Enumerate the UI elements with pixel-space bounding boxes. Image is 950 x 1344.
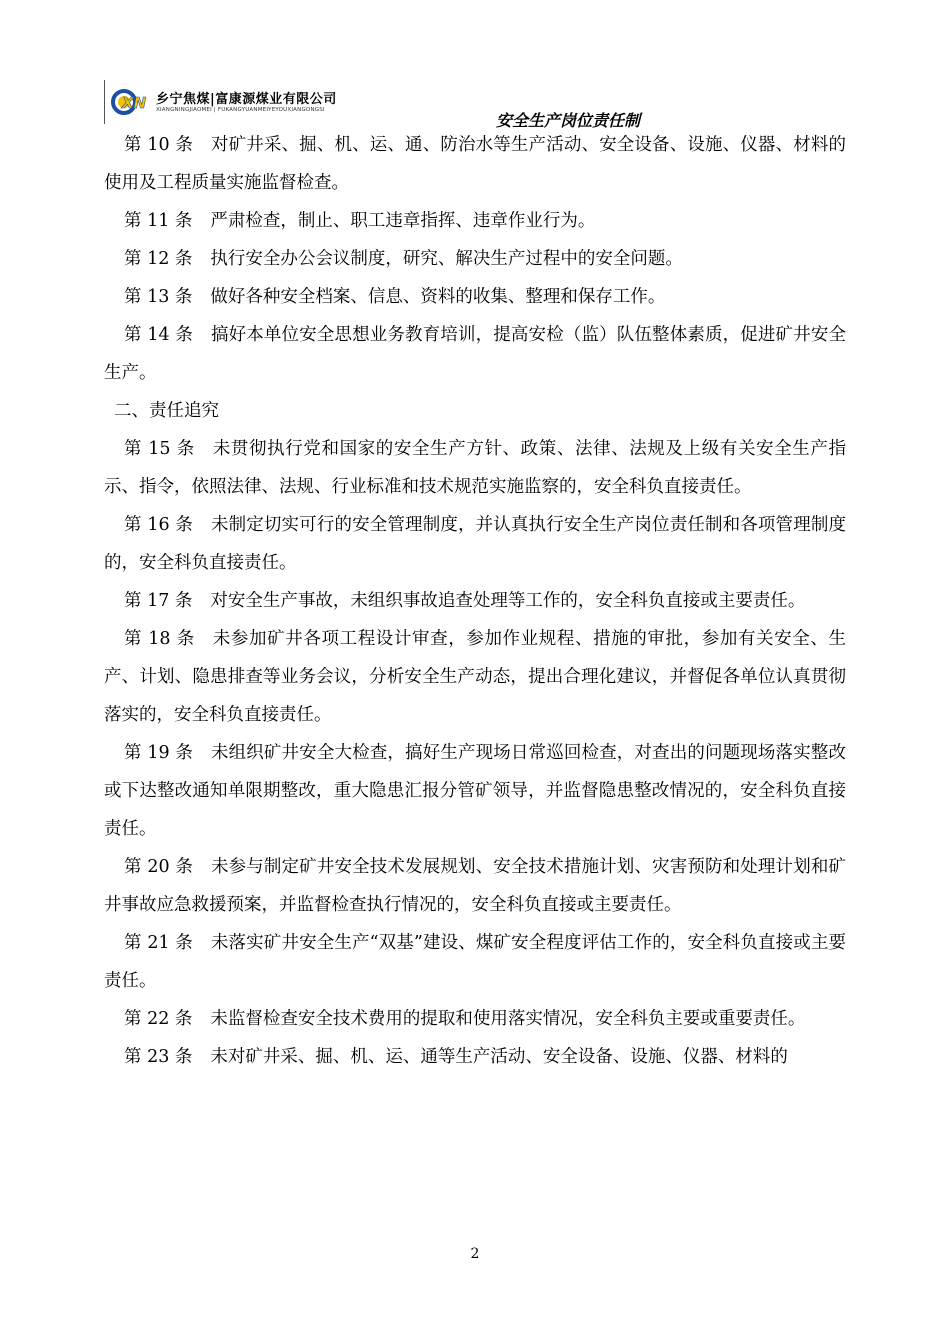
article-paragraph xyxy=(104,620,846,734)
article-number: 第 22 条 xyxy=(124,1009,193,1029)
article-number: 第 18 条 xyxy=(124,629,195,649)
article-text: 未参加矿井各项工程设计审查，参加作业规程、措施的审批，参加有关安全、生产、计划、隐患排查等业务会议，分析安全生产动态，提出合理化建议，并督促各单位认真贯彻落实的，安全科负直接责任。 xyxy=(104,629,846,725)
article-group-liability xyxy=(104,430,846,1076)
article-paragraph xyxy=(104,924,846,1000)
document-title: 安全生产岗位责任制 xyxy=(496,111,641,130)
article-text: 严肃检查，制止、职工违章指挥、违章作业行为。 xyxy=(210,211,596,231)
article-number: 第 12 条 xyxy=(124,249,193,269)
article-paragraph xyxy=(104,430,846,506)
article-text: 未对矿井采、掘、机、运、通等生产活动、安全设备、设施、仪器、材料的 xyxy=(210,1047,788,1067)
article-text: 未组织矿井安全大检查，搞好生产现场日常巡回检查，对查出的问题现场落实整改或下达整改通知单限期整改，重大隐患汇报分管矿领导，并监督隐患整改情况的，安全科负直接责任。 xyxy=(104,743,846,839)
article-number: 第 13 条 xyxy=(124,287,193,307)
article-paragraph xyxy=(104,1038,846,1076)
logo-company-name: 乡宁焦煤|富康源煤业有限公司 xyxy=(156,92,337,107)
article-paragraph xyxy=(104,240,846,278)
article-number: 第 17 条 xyxy=(124,591,193,611)
logo-company-pinyin: XIANGNINGJIAOMEI | FUKANGYUANMEIYEYOUXIANGONGSI xyxy=(156,107,325,113)
article-number: 第 20 条 xyxy=(124,857,193,877)
document-body xyxy=(104,126,846,1076)
article-text: 搞好本单位安全思想业务教育培训，提高安检（监）队伍整体素质，促进矿井安全生产。 xyxy=(104,325,846,383)
article-paragraph xyxy=(104,1000,846,1038)
article-text: 未落实矿井安全生产“双基”建设、煤矿安全程度评估工作的，安全科负直接或主要责任。 xyxy=(104,933,846,991)
article-text: 未制定切实可行的安全管理制度，并认真执行安全生产岗位责任制和各项管理制度的，安全科负直接责任。 xyxy=(104,515,846,573)
article-text: 对安全生产事故，未组织事故追查处理等工作的，安全科负直接或主要责任。 xyxy=(210,591,806,611)
xn-logo-icon xyxy=(110,86,154,118)
page-header xyxy=(104,80,844,130)
article-paragraph xyxy=(104,126,846,202)
company-logo xyxy=(104,80,337,124)
article-text: 未监督检查安全技术费用的提取和使用落实情况，安全科负主要或重要责任。 xyxy=(210,1009,806,1029)
article-paragraph xyxy=(104,506,846,582)
article-text: 对矿井采、掘、机、运、通、防治水等生产活动、安全设备、设施、仪器、材料的使用及工程质量实施监督检查。 xyxy=(104,135,846,193)
section-heading: 二、责任追究 xyxy=(114,401,219,421)
article-number: 第 23 条 xyxy=(124,1047,193,1067)
logo-mark-text: XN xyxy=(122,94,147,112)
article-text: 做好各种安全档案、信息、资料的收集、整理和保存工作。 xyxy=(210,287,666,307)
article-number: 第 15 条 xyxy=(124,439,195,459)
article-number: 第 19 条 xyxy=(124,743,193,763)
article-paragraph xyxy=(104,848,846,924)
article-number: 第 21 条 xyxy=(124,933,193,953)
article-number: 第 16 条 xyxy=(124,515,193,535)
header-divider xyxy=(104,80,105,124)
article-text: 执行安全办公会议制度，研究、解决生产过程中的安全问题。 xyxy=(210,249,683,269)
article-paragraph xyxy=(104,316,846,392)
article-paragraph xyxy=(104,278,846,316)
article-paragraph xyxy=(104,202,846,240)
article-group-duties xyxy=(104,126,846,392)
article-text: 未参与制定矿井安全技术发展规划、安全技术措施计划、灾害预防和处理计划和矿井事故应急救援预案，并监督检查执行情况的，安全科负直接或主要责任。 xyxy=(104,857,846,915)
page-number: 2 xyxy=(470,1246,480,1262)
article-paragraph xyxy=(104,582,846,620)
article-text: 未贯彻执行党和国家的安全生产方针、政策、法律、法规及上级有关安全生产指示、指令，依照法律、法规、行业标准和技术规范实施监察的，安全科负直接责任。 xyxy=(104,439,846,497)
article-number: 第 11 条 xyxy=(124,211,193,231)
article-paragraph xyxy=(104,734,846,848)
article-number: 第 10 条 xyxy=(124,135,193,155)
article-number: 第 14 条 xyxy=(124,325,193,345)
